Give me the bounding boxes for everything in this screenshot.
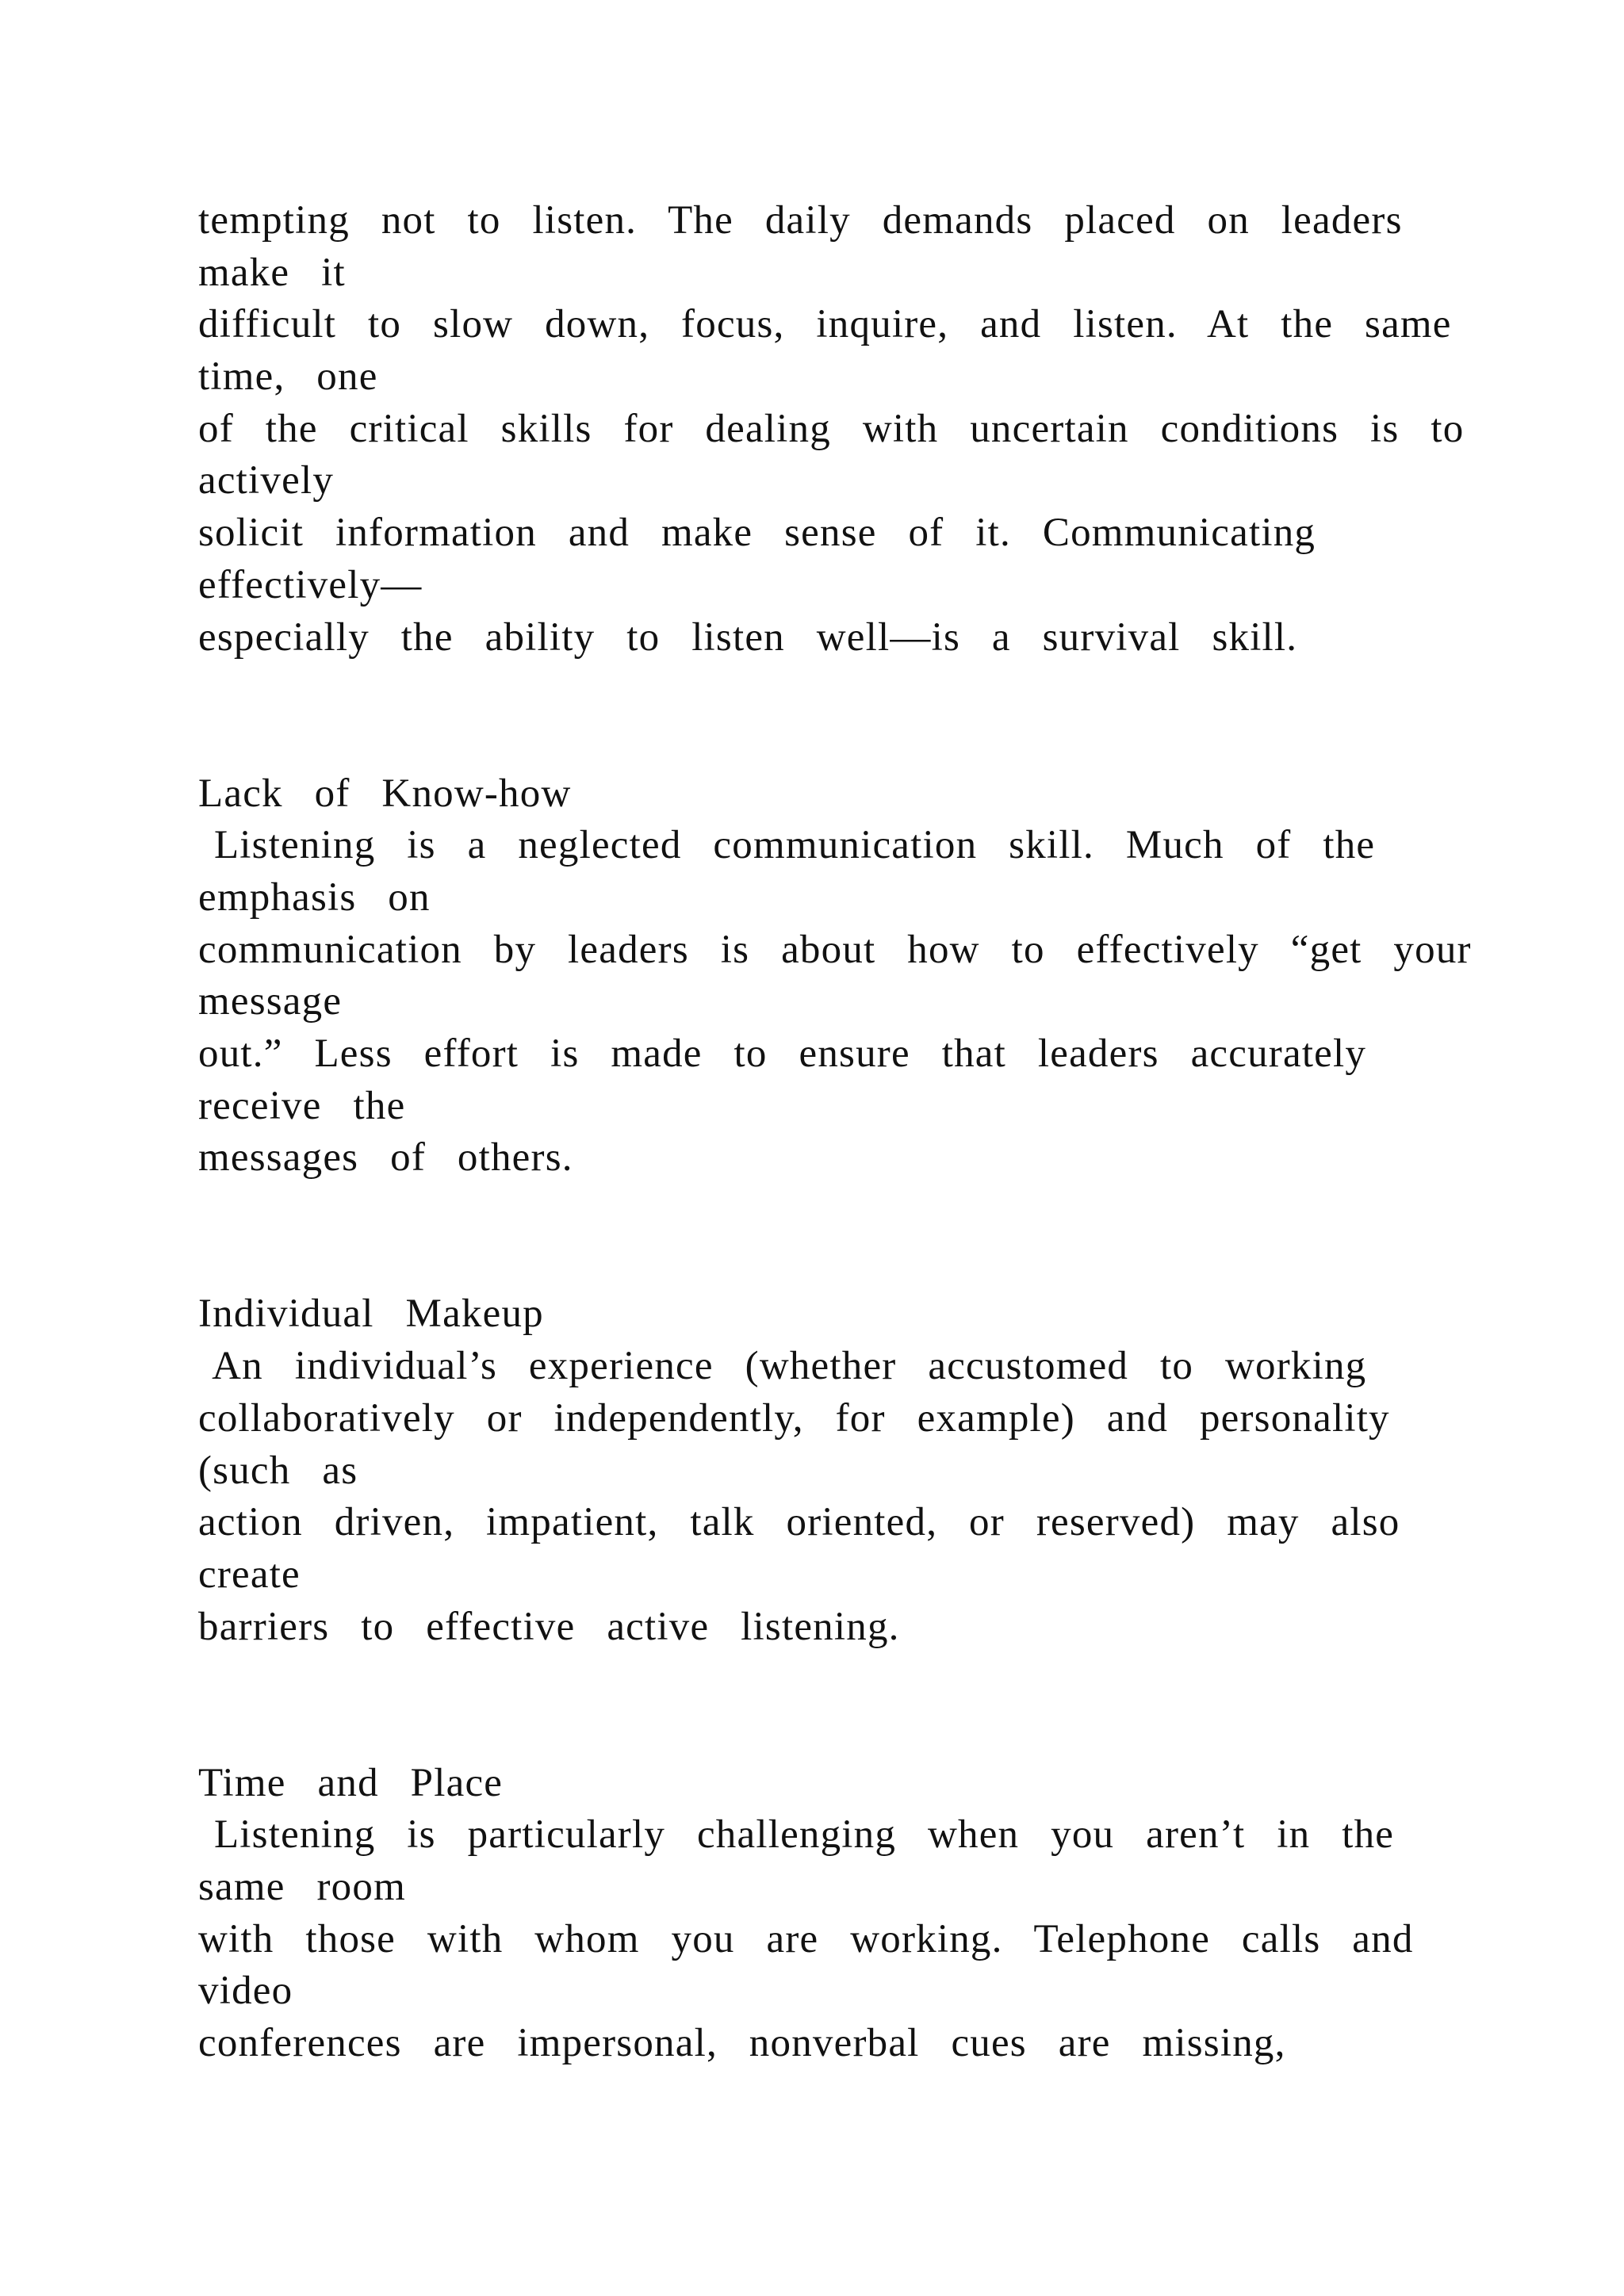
text-line: tempting not to listen. The daily demands placed on leaders — [198, 198, 1403, 243]
section-time-and-place — [198, 1758, 1435, 2070]
text-line: collaboratively or independently, for example) and personality — [198, 1395, 1390, 1441]
text-line: messages of others. — [198, 1135, 573, 1181]
text-line: with those with whom you are working. Telephone calls and — [198, 1916, 1414, 1961]
section-heading: Lack of Know-how — [198, 771, 572, 816]
text-line: action driven, impatient, talk oriented, or reserved) may also — [198, 1500, 1400, 1545]
text-line: Listening is particularly challenging when you aren’t in the — [198, 1812, 1395, 1858]
text-line: solicit information and make sense of it. Communicating — [198, 511, 1316, 556]
paragraph-gap — [198, 1653, 1435, 1757]
text-line: difficult to slow down, focus, inquire, and listen. At the same — [198, 302, 1452, 347]
text-line: time, one — [198, 354, 378, 400]
text-line: actively — [198, 458, 335, 503]
text-line: message — [198, 979, 343, 1024]
text-line: (such as — [198, 1448, 358, 1493]
section-heading: Time and Place — [198, 1760, 504, 1805]
text-line: especially the ability to listen well—is a survival skill. — [198, 614, 1298, 660]
text-line: Listening is a neglected communication skill. Much of the — [198, 823, 1376, 868]
paragraph-gap — [198, 1184, 1435, 1288]
text-line: effectively— — [198, 562, 423, 607]
section-individual-makeup — [198, 1288, 1435, 1653]
paragraph-gap — [198, 664, 1435, 767]
text-line: make it — [198, 250, 346, 295]
text-line: create — [198, 1552, 301, 1597]
text-line: video — [198, 1969, 293, 2014]
text-line: communication by leaders is about how to effectively “get your — [198, 927, 1472, 972]
section-heading: Individual Makeup — [198, 1292, 544, 1337]
text-line: conferences are impersonal, nonverbal cues are missing, — [198, 2021, 1286, 2066]
text-line: barriers to effective active listening. — [198, 1604, 900, 1649]
text-line: receive the — [198, 1083, 406, 1128]
intro-paragraph — [198, 195, 1465, 664]
text-line: same room — [198, 1865, 406, 1910]
text-line: out.” Less effort is made to ensure that leaders accurately — [198, 1031, 1367, 1077]
text-line: An individual’s experience (whether accustomed to working — [198, 1344, 1367, 1389]
text-line: emphasis on — [198, 874, 431, 920]
section-lack-of-know-how — [198, 768, 1472, 1185]
text-line: of the critical skills for dealing with uncertain conditions is to — [198, 406, 1465, 451]
body-text — [198, 195, 1472, 2070]
